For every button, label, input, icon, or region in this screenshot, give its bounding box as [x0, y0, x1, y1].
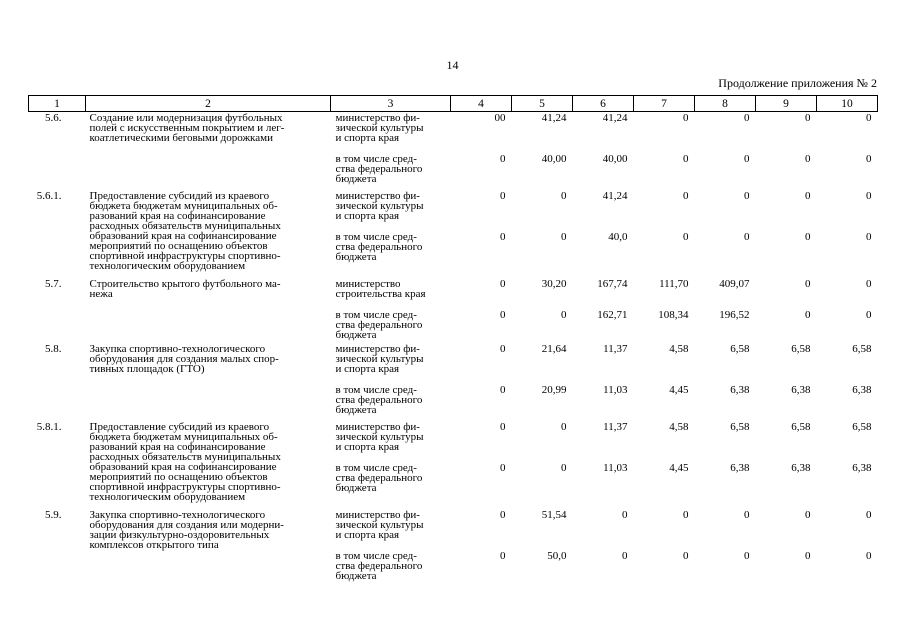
value-cell: 0 [500, 508, 506, 521]
value-cell: 6,58 [852, 342, 872, 355]
value-cell: 0 [500, 383, 506, 396]
executor: министерство строительства края [335, 277, 426, 300]
value-cell: 0 [744, 549, 750, 562]
header-cell: 4 [451, 96, 512, 112]
value-cell: 6,58 [852, 420, 872, 433]
value-cell: 0 [561, 308, 567, 321]
table-row [29, 278, 878, 307]
value-cell: 0 [805, 152, 811, 165]
value-cell: 0 [500, 152, 506, 165]
executor: министерство фи- зической культуры и спорта края [335, 342, 424, 375]
activity-name: Создание или модернизация футбольных полей с искусственным покрытием и лег- коатлетическими беговыми дорожками [89, 112, 285, 144]
activity-name: Закупка спортивно-технологического оборудования для создания или модерни- зации физкультурно-оздоровительных комплексов открытого типа [89, 508, 284, 551]
value-cell: 0 [622, 508, 628, 521]
value-cell: 0 [500, 549, 506, 562]
value-cell: 0 [805, 277, 811, 290]
value-cell: 11,03 [603, 461, 628, 474]
program-table [28, 95, 878, 584]
value-cell: 0 [744, 112, 750, 124]
executor: министерство фи- зической культуры и спорта края [335, 189, 424, 222]
value-cell: 0 [805, 508, 811, 521]
value-cell: 0 [866, 112, 872, 124]
activity-name: Предоставление субсидий из краевого бюджета бюджетам муниципальных об- разований края на софинансирование расходных обязательств муниципальных образований края на софинансирование мероприятий по оснащению объектов спортивной инфраструктуры спортивно- технологическим оборудованием [89, 189, 281, 272]
value-cell: 0 [500, 308, 506, 321]
row-number: 5.8. [45, 342, 62, 355]
value-cell: 0 [683, 230, 689, 243]
value-cell: 0 [683, 549, 689, 562]
table-row [29, 343, 878, 382]
header-cell: 7 [634, 96, 695, 112]
row-number: 5.7. [45, 277, 62, 290]
executor: министерство фи- зической культуры и спорта края [335, 112, 424, 144]
value-cell: 6,38 [791, 461, 811, 474]
value-cell: 30,20 [541, 277, 567, 290]
row-number: 5.8.1. [36, 420, 62, 433]
value-cell: 6,38 [791, 383, 811, 396]
value-cell: 0 [561, 420, 567, 433]
value-cell: 0 [561, 189, 567, 202]
value-cell: 4,45 [669, 461, 689, 474]
value-cell: 0 [500, 420, 506, 433]
table-row [29, 112, 878, 151]
value-cell: 0 [561, 461, 567, 474]
value-cell: 6,38 [852, 383, 872, 396]
activity-name: Строительство крытого футбольного ма- нежа [89, 277, 281, 300]
value-cell: 0 [866, 230, 872, 243]
value-cell: 409,07 [719, 277, 750, 290]
value-cell: 0 [866, 308, 872, 321]
value-cell: 40,00 [602, 152, 628, 165]
value-cell: 167,74 [597, 277, 628, 290]
value-cell: 0 [500, 189, 506, 202]
value-cell: 20,99 [541, 383, 567, 396]
value-cell: 0 [561, 230, 567, 243]
value-cell: 0 [866, 549, 872, 562]
value-cell: 4,58 [669, 342, 689, 355]
value-cell: 0 [805, 230, 811, 243]
value-cell: 41,24 [602, 112, 628, 124]
header-cell: 9 [756, 96, 817, 112]
executor: министерство фи- зической культуры и спорта края [335, 420, 424, 453]
value-cell: 51,54 [541, 508, 567, 521]
executor: министерство фи- зической культуры и спорта края [335, 508, 424, 541]
value-cell: 40,0 [608, 230, 628, 243]
continuation-note: Продолжение приложения № 2 [718, 76, 877, 90]
value-cell: 0 [683, 189, 689, 202]
executor: в том числе сред- ства федерального бюджета [335, 383, 423, 416]
value-cell: 6,38 [730, 461, 750, 474]
value-cell: 0 [683, 508, 689, 521]
value-cell: 40,00 [541, 152, 567, 165]
row-number: 5.6.1. [36, 189, 62, 202]
header-cell: 10 [817, 96, 878, 112]
header-cell: 5 [512, 96, 573, 112]
value-cell: 196,52 [719, 308, 750, 321]
value-cell: 00 [494, 112, 506, 124]
header-cell: 3 [331, 96, 451, 112]
header-cell: 6 [573, 96, 634, 112]
value-cell: 0 [744, 230, 750, 243]
header-cell: 8 [695, 96, 756, 112]
value-cell: 6,38 [730, 383, 750, 396]
value-cell: 0 [866, 508, 872, 521]
table-row [29, 190, 878, 229]
table-row [29, 509, 878, 548]
value-cell: 0 [744, 189, 750, 202]
value-cell: 0 [500, 230, 506, 243]
value-cell: 6,58 [730, 342, 750, 355]
executor: в том числе сред- ства федерального бюджета [335, 230, 423, 263]
executor: в том числе сред- ства федерального бюджета [335, 308, 423, 341]
value-cell: 0 [805, 189, 811, 202]
value-cell: 6,58 [791, 342, 811, 355]
value-cell: 108,34 [658, 308, 689, 321]
value-cell: 4,45 [669, 383, 689, 396]
value-cell: 50,0 [547, 549, 567, 562]
value-cell: 0 [500, 342, 506, 355]
table-row [29, 421, 878, 460]
value-cell: 21,64 [541, 342, 567, 355]
value-cell: 6,58 [730, 420, 750, 433]
value-cell: 111,70 [659, 277, 689, 290]
page-number: 14 [446, 58, 459, 72]
executor: в том числе сред- ства федерального бюджета [335, 549, 423, 582]
executor: в том числе сред- ства федерального бюджета [335, 461, 423, 494]
value-cell: 6,38 [852, 461, 872, 474]
executor: в том числе сред- ства федерального бюджета [335, 152, 423, 185]
value-cell: 11,37 [603, 420, 628, 433]
value-cell: 0 [683, 152, 689, 165]
table-header-row [29, 96, 878, 112]
value-cell: 0 [683, 112, 689, 124]
value-cell: 162,71 [597, 308, 628, 321]
value-cell: 0 [866, 189, 872, 202]
activity-name: Закупка спортивно-технологического оборудования для создания малых спор- тивных площадок (ГТО) [89, 342, 279, 375]
value-cell: 0 [500, 277, 506, 290]
activity-name: Предоставление субсидий из краевого бюджета бюджетам муниципальных об- разований края на софинансирование расходных обязательств муниципальных образований края на софинансирование мероприятий по оснащению объектов спортивной инфраструктуры спортивно- технологическим оборудованием [89, 420, 281, 503]
value-cell: 0 [866, 152, 872, 165]
value-cell: 41,24 [602, 189, 628, 202]
row-number: 5.9. [45, 508, 62, 521]
value-cell: 0 [866, 277, 872, 290]
header-cell: 1 [29, 96, 86, 112]
row-number: 5.6. [45, 112, 62, 124]
value-cell: 4,58 [669, 420, 689, 433]
value-cell: 0 [500, 461, 506, 474]
value-cell: 0 [744, 152, 750, 165]
value-cell: 6,58 [791, 420, 811, 433]
value-cell: 0 [622, 549, 628, 562]
value-cell: 11,37 [603, 342, 628, 355]
value-cell: 0 [744, 508, 750, 521]
value-cell: 0 [805, 308, 811, 321]
header-cell: 2 [86, 96, 331, 112]
table-body [29, 112, 878, 584]
value-cell: 0 [805, 549, 811, 562]
value-cell: 11,03 [603, 383, 628, 396]
value-cell: 0 [805, 112, 811, 124]
value-cell: 41,24 [541, 112, 567, 124]
